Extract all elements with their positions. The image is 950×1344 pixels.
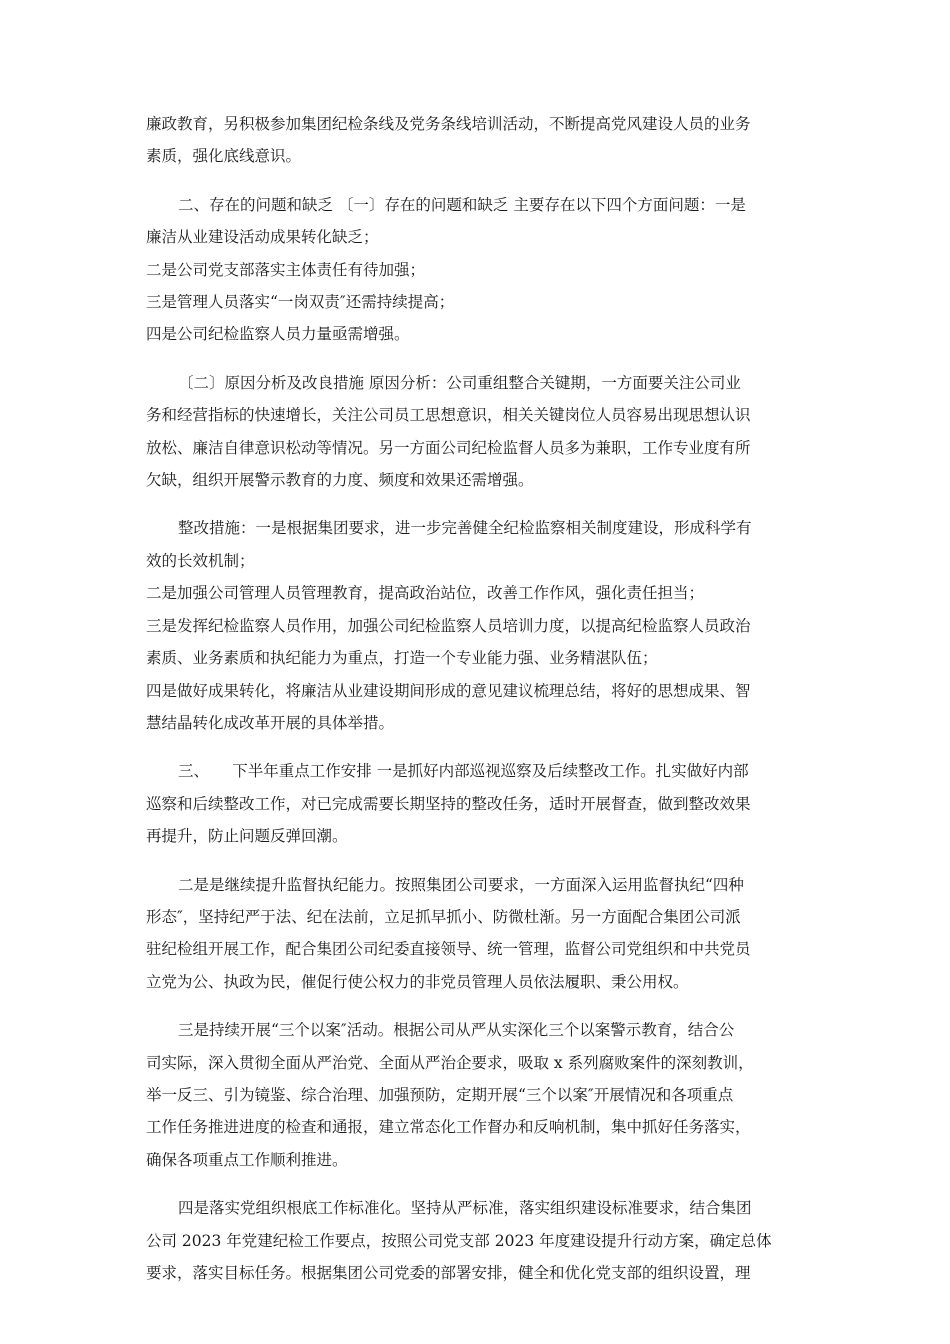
text-line: 二是公司党支部落实主体责任有待加强；	[146, 260, 426, 279]
text-line: 四是公司纪检监察人员力量亟需增强。	[146, 325, 410, 344]
text-line: 立党为公、执政为民，催促行使公权力的非党员管理人员依法履职、秉公用权。	[146, 972, 689, 991]
text-line: 二是加强公司管理人员管理教育，提高政治站位，改善工作作风，强化责任担当；	[146, 584, 705, 603]
text-line: 举一反三、引为镜鉴、综合治理、加强预防，定期开展“三个以案″开展情况和各项重点	[146, 1085, 734, 1104]
text-line: 工作任务推进进度的检查和通报，建立常态化工作督办和反响机制，集中抓好任务落实，	[146, 1118, 751, 1137]
section-heading-line: 三、 下半年重点工作安排 一是抓好内部巡视巡察及后续整改工作。扎实做好内部	[178, 762, 749, 781]
document-page	[146, 108, 806, 1305]
text-line: 廉洁从业建设活动成果转化缺乏；	[146, 228, 379, 247]
text-line: 司实际，深入贯彻全面从严治党、全面从严治企要求，吸取 x 系列腐败案件的深刻教训，	[146, 1053, 754, 1072]
paragraph-work-plan	[146, 755, 806, 852]
text-line: 廉政教育，另积极参加集团纪检条线及党务条线培训活动，不断提高党风建设人员的业务	[146, 115, 751, 133]
text-line: 三是发挥纪检监察人员作用，加强公司纪检监察人员培训力度，以提高纪检监察人员政治	[146, 616, 751, 635]
paragraph-problems	[146, 189, 806, 351]
text-line: 〔二〕原因分析及改良措施 原因分析：公司重组整合关键期，一方面要关注公司业	[178, 373, 741, 392]
text-line: 整改措施：一是根据集团要求，进一步完善健全纪检监察相关制度建设，形成科学有	[178, 519, 752, 538]
paragraph-cause-analysis	[146, 367, 806, 497]
text-line: 素质，强化底线意识。	[146, 147, 302, 166]
text-line: 效的长效机制；	[146, 551, 255, 570]
text-line: 放松、廉洁自律意识松动等情况。另一方面公司纪检监督人员多为兼职，工作专业度有所	[146, 438, 751, 457]
text-line: 四是落实党组织根底工作标准化。坚持从严标准，落实组织建设标准要求，结合集团	[178, 1199, 752, 1218]
paragraph-supervision	[146, 869, 806, 999]
paragraph-1	[146, 108, 806, 173]
text-line: 慧结晶转化成改革开展的具体举措。	[146, 713, 395, 732]
paragraph-rectification	[146, 512, 806, 739]
text-line: 务和经营指标的快速增长，关注公司员工思想意识，相关关键岗位人员容易出现思想认识	[146, 406, 751, 425]
text-line: 公司 2023 年党建纪检工作要点，按照公司党支部 2023 年度建设提升行动方案，确定总体	[146, 1231, 772, 1250]
paragraph-three-cases	[146, 1014, 806, 1176]
text-line: 二是是继续提升监督执纪能力。按照集团公司要求，一方面深入运用监督执纪“四种	[178, 875, 744, 894]
text-line: 驻纪检组开展工作，配合集团公司纪委直接领导、统一管理，监督公司党组织和中共党员	[146, 940, 751, 959]
paragraph-standardization	[146, 1192, 806, 1289]
text-line: 要求，落实目标任务。根据集团公司党委的部署安排，健全和优化党支部的组织设置，理	[146, 1264, 751, 1282]
text-line: 再提升，防止问题反弹回潮。	[146, 827, 348, 846]
text-line: 三是持续开展“三个以案″活动。根据公司从严从实深化三个以案警示教育，结合公	[178, 1021, 735, 1040]
text-line: 四是做好成果转化，将廉洁从业建设期间形成的意见建议梳理总结，将好的思想成果、智	[146, 681, 751, 700]
text-line: 形态″，坚持纪严于法、纪在法前，立足抓早抓小、防微杜渐。另一方面配合集团公司派	[146, 907, 741, 926]
text-line: 确保各项重点工作顺利推进。	[146, 1150, 348, 1169]
text-line: 欠缺，组织开展警示教育的力度、频度和效果还需增强。	[146, 471, 534, 490]
text-line: 三是管理人员落实“一岗双责″还需持续提高；	[146, 293, 455, 312]
section-heading-line: 二、存在的问题和缺乏 〔一〕存在的问题和缺乏 主要存在以下四个方面问题：一是	[178, 195, 746, 214]
text-line: 巡察和后续整改工作，对已完成需要长期坚持的整改任务，适时开展督查，做到整改效果	[146, 794, 751, 813]
text-line: 素质、业务素质和执纪能力为重点，打造一个专业能力强、业务精湛队伍；	[146, 649, 658, 668]
